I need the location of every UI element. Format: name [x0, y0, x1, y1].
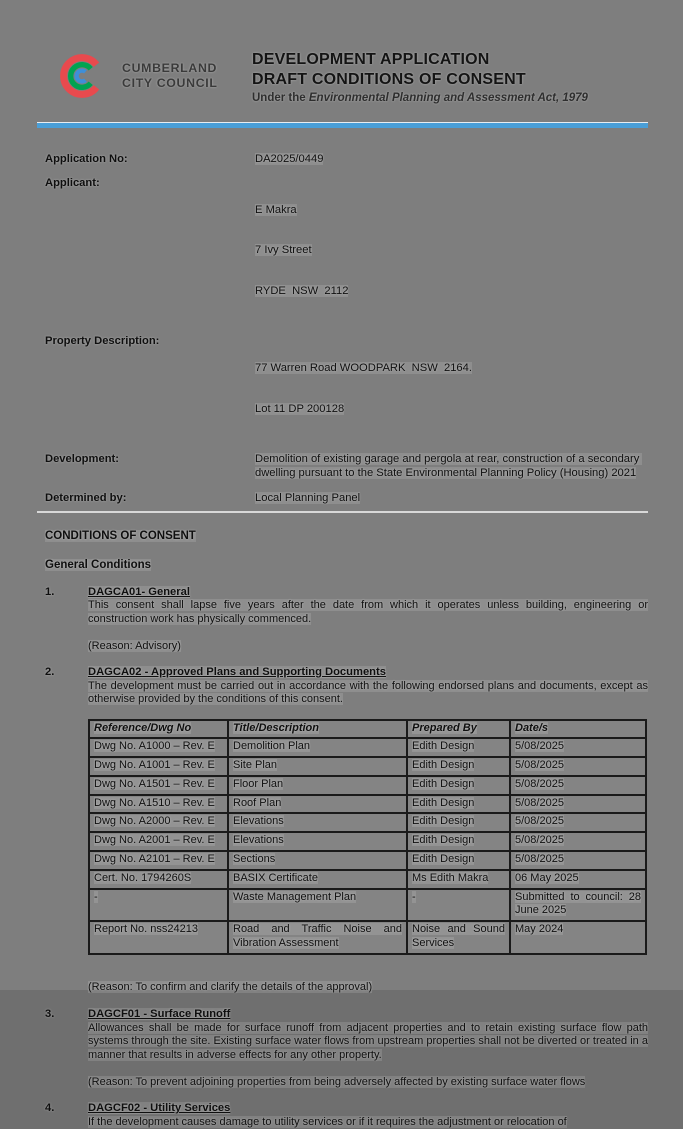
table-cell: Road and Traffic Noise and Vibration Assessment — [228, 921, 407, 954]
plans-table — [88, 719, 647, 955]
table-cell: Elevations — [228, 832, 407, 851]
condition-item-3 — [45, 1008, 648, 1089]
table-cell: Dwg No. A1501 – Rev. E — [89, 776, 228, 795]
condition-item-4 — [45, 1102, 648, 1129]
detail-label: Application No: — [45, 153, 128, 165]
table-row — [89, 870, 646, 889]
detail-row-applicant — [45, 177, 648, 326]
general-conditions-heading: General Conditions — [45, 558, 152, 571]
table-row — [89, 851, 646, 870]
table-cell: Dwg No. A2001 – Rev. E — [89, 832, 228, 851]
plans-table-body — [89, 738, 646, 954]
table-cell: Edith Design — [407, 795, 510, 814]
condition-title: DAGCF02 - Utility Services — [88, 1102, 231, 1115]
condition-reason: (Reason: Advisory) — [88, 639, 181, 652]
table-cell: Sections — [228, 851, 407, 870]
document-header-logo — [55, 42, 218, 110]
condition-text: This consent shall lapse five years after the date from which it operates unless building, engineering or construction work has physically commenced. — [88, 599, 648, 625]
section-divider-rule — [37, 511, 648, 513]
logo-inner-arc — [77, 71, 86, 82]
document-title-line2: DRAFT CONDITIONS OF CONSENT — [252, 70, 526, 88]
table-cell: BASIX Certificate — [228, 870, 407, 889]
detail-label: Applicant: — [45, 176, 100, 189]
table-row — [89, 738, 646, 757]
table-cell: Noise and Sound Services — [407, 921, 510, 954]
plans-table-header — [89, 720, 646, 739]
conditions-of-consent-heading: CONDITIONS OF CONSENT — [45, 529, 196, 542]
document-subtitle — [252, 92, 588, 104]
column-header-reference: Reference/Dwg No — [89, 720, 228, 739]
table-cell: Site Plan — [228, 757, 407, 776]
table-cell: 5/08/2025 — [510, 851, 646, 870]
table-cell: 5/08/2025 — [510, 813, 646, 832]
table-cell: Dwg No. A1000 – Rev. E — [89, 738, 228, 757]
detail-value — [255, 335, 648, 443]
table-row — [89, 921, 646, 954]
property-address: 77 Warren Road WOODPARK NSW 2164. — [255, 362, 472, 374]
table-cell: May 2024 — [510, 921, 646, 954]
logo-middle-arc — [71, 65, 91, 88]
table-cell: 06 May 2025 — [510, 870, 646, 889]
column-header-dates: Date/s — [510, 720, 646, 739]
council-name — [122, 61, 218, 91]
table-cell: Dwg No. A2000 – Rev. E — [89, 813, 228, 832]
column-header-prepared-by: Prepared By — [407, 720, 510, 739]
condition-text: Allowances shall be made for surface runoff from adjacent properties and to retain existing surface flow path systems through the site. Existing surface water flows from upstream properties shall not be diverted or treated in a manner that results in adverse effects for any other property. — [88, 1021, 648, 1061]
header-divider-rule — [37, 122, 648, 128]
applicant-name: E Makra — [255, 203, 297, 216]
condition-title: DAGCA02 - Approved Plans and Supporting Documents — [88, 666, 386, 678]
detail-row-development — [45, 453, 648, 480]
detail-row-property — [45, 335, 648, 443]
table-cell: Demolition Plan — [228, 738, 407, 757]
detail-value — [255, 177, 648, 326]
table-cell: Report No. nss24213 — [89, 921, 228, 954]
condition-number: 4. — [45, 1102, 55, 1115]
applicant-suburb: RYDE NSW 2112 — [255, 284, 349, 297]
detail-label: Property Description: — [45, 335, 160, 347]
table-cell: Floor Plan — [228, 776, 407, 795]
condition-body — [88, 586, 648, 654]
condition-text: The development must be carried out in accordance with the following endorsed plans and documents, except as otherwise provided by the conditions of this consent. — [88, 679, 648, 705]
detail-row-determined-by — [45, 492, 648, 506]
council-name-line2: CITY COUNCIL — [122, 76, 218, 90]
detail-value — [255, 492, 648, 506]
column-header-title: Title/Description — [228, 720, 407, 739]
document-title-line1: DEVELOPMENT APPLICATION — [252, 51, 490, 68]
table-cell: 5/08/2025 — [510, 832, 646, 851]
development-description: Demolition of existing garage and pergola at rear, construction of a secondary dwelling pursuant to the State Environmental Planning Policy (Housing) 2021 — [255, 453, 643, 479]
table-cell: 5/08/2025 — [510, 776, 646, 795]
council-name-line1: CUMBERLAND — [122, 61, 218, 75]
document-title-block — [252, 50, 588, 104]
table-cell: Dwg No. A1510 – Rev. E — [89, 795, 228, 814]
table-row — [89, 795, 646, 814]
condition-reason: (Reason: To confirm and clarify the details of the approval) — [88, 980, 373, 993]
table-cell: Edith Design — [407, 832, 510, 851]
applicant-street: 7 Ivy Street — [255, 244, 312, 256]
table-cell: Elevations — [228, 813, 407, 832]
table-cell: Dwg No. A1001 – Rev. E — [89, 757, 228, 776]
condition-title: DAGCA01- General — [88, 585, 190, 598]
detail-value — [255, 453, 648, 480]
table-cell: Waste Management Plan — [228, 889, 407, 922]
document-content — [45, 153, 648, 1129]
table-cell: Cert. No. 1794260S — [89, 870, 228, 889]
table-cell: - — [407, 889, 510, 922]
determined-by-value: Local Planning Panel — [255, 492, 361, 504]
condition-number: 2. — [45, 666, 55, 678]
detail-row-application-no — [45, 153, 648, 167]
subtitle-act-name: Environmental Planning and Assessment Act, 1979 — [308, 92, 588, 104]
condition-item-1 — [45, 586, 648, 654]
condition-body — [88, 666, 648, 994]
detail-label: Determined by: — [45, 492, 127, 504]
condition-body — [88, 1102, 648, 1129]
condition-number: 1. — [45, 585, 55, 598]
table-cell: Dwg No. A2101 – Rev. E — [89, 851, 228, 870]
table-cell: Edith Design — [407, 851, 510, 870]
detail-label: Development: — [45, 453, 119, 465]
table-row — [89, 757, 646, 776]
table-row — [89, 832, 646, 851]
subtitle-prefix: Under the — [252, 92, 309, 104]
table-cell: Edith Design — [407, 757, 510, 776]
table-cell: 5/08/2025 — [510, 795, 646, 814]
table-row — [89, 889, 646, 922]
table-cell: Submitted to council: 28 June 2025 — [510, 889, 646, 922]
condition-title: DAGCF01 - Surface Runoff — [88, 1008, 231, 1021]
table-cell: Roof Plan — [228, 795, 407, 814]
condition-item-2 — [45, 666, 648, 994]
table-cell: 5/08/2025 — [510, 738, 646, 757]
condition-number: 3. — [45, 1008, 55, 1021]
application-no-value: DA2025/0449 — [255, 153, 324, 165]
table-cell: Edith Design — [407, 813, 510, 832]
condition-text: If the development causes damage to utility services or if it requires the adjustment or relocation of — [88, 1115, 567, 1128]
table-header-row — [89, 720, 646, 739]
table-cell: Edith Design — [407, 738, 510, 757]
table-cell: 5/08/2025 — [510, 757, 646, 776]
council-logo-icon — [55, 42, 109, 110]
property-lot: Lot 11 DP 200128 — [255, 402, 345, 415]
table-row — [89, 813, 646, 832]
detail-value — [255, 153, 648, 167]
table-row — [89, 776, 646, 795]
condition-reason: (Reason: To prevent adjoining properties from being adversely affected by existing surface water flows — [88, 1075, 586, 1088]
table-cell: Ms Edith Makra — [407, 870, 510, 889]
table-cell: Edith Design — [407, 776, 510, 795]
table-cell: - — [89, 889, 228, 922]
condition-body — [88, 1008, 648, 1089]
